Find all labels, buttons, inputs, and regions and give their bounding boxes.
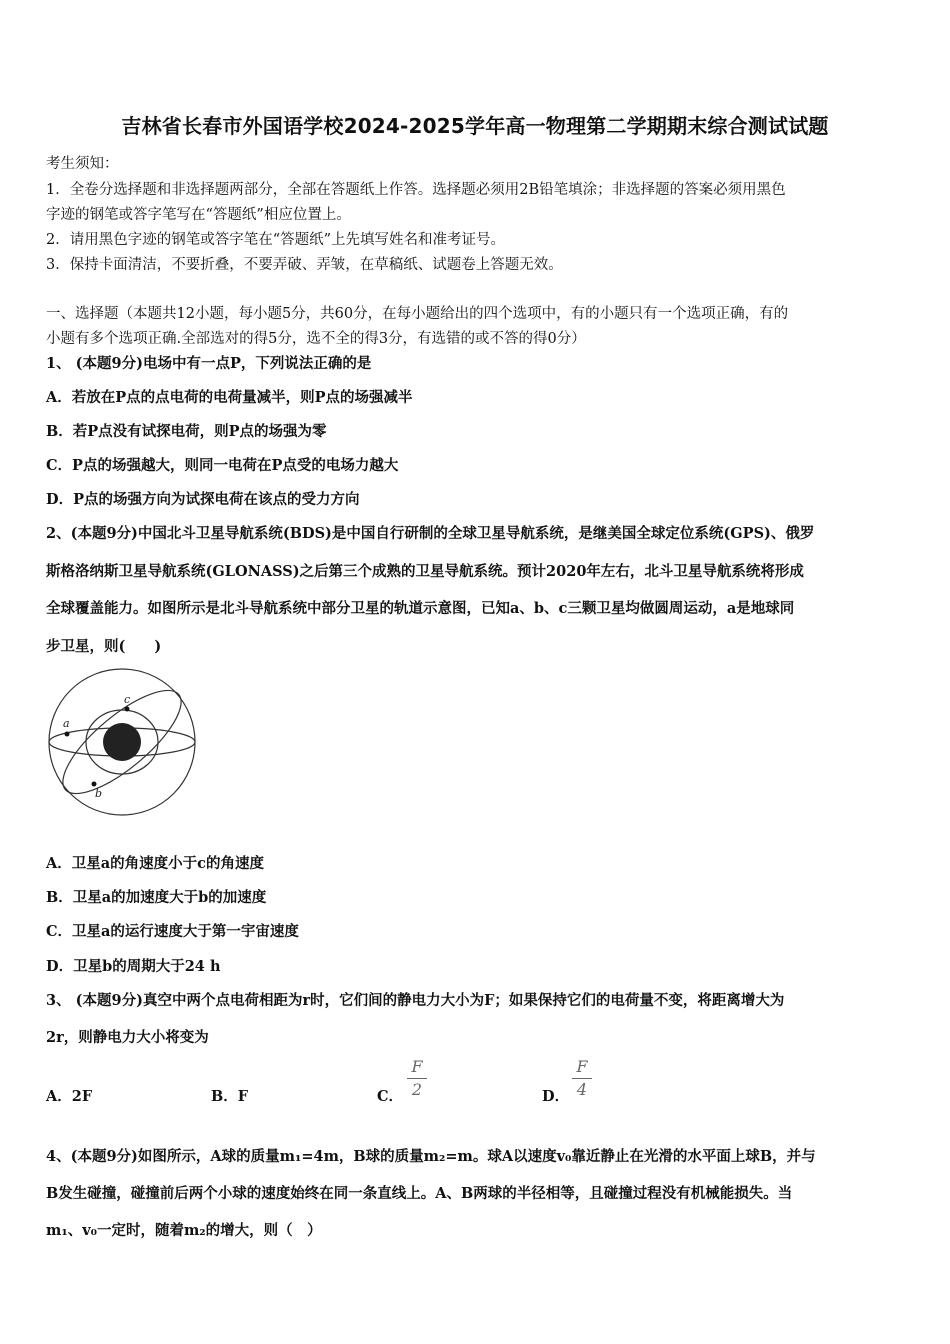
figure-label-b: b (95, 787, 103, 800)
page-title: 吉林省长春市外国语学校2024-2025学年高一物理第二学期期末综合测试试题 (121, 114, 829, 138)
q1-option-b: B．若P点没有试探电荷，则P点的场强为零 (46, 423, 327, 440)
q1-stem: 1、 (本题9分)电场中有一点P，下列说法正确的是 (46, 355, 372, 372)
section-heading-line-1: 一、选择题（本题共12小题，每小题5分，共60分，在每小题给出的四个选项中，有的小题只有一个选项正确，有的 (46, 306, 789, 322)
q3-option-a: A．2F (46, 1088, 93, 1105)
figure-label-c: c (124, 693, 131, 706)
q3-stem-line-2: 2r，则静电力大小将变为 (46, 1029, 209, 1046)
satellite-orbit-figure (44, 664, 204, 824)
notice-item-1: 1．全卷分选择题和非选择题两部分，全部在答题纸上作答。选择题必须用2B铅笔填涂；非选择题的答案必须用黑色 (46, 182, 786, 198)
q2-stem-line-1: 2、(本题9分)中国北斗卫星导航系统(BDS)是中国自行研制的全球卫星导航系统，是继美国全球定位系统(GPS)、俄罗 (46, 525, 815, 542)
q2-option-c: C．卫星a的运行速度大于第一宇宙速度 (46, 923, 299, 940)
q2-option-a: A．卫星a的角速度小于c的角速度 (46, 855, 264, 872)
notice-item-2: 2．请用黑色字迹的钢笔或答字笔在“答题纸”上先填写姓名和准考证号。 (46, 232, 506, 248)
q2-stem-line-2: 斯格洛纳斯卫星导航系统(GLONASS)之后第三个成熟的卫星导航系统。预计2020年左右，北斗卫星导航系统将形成 (46, 563, 804, 580)
q2-stem-line-3: 全球覆盖能力。如图所示是北斗导航系统中部分卫星的轨道示意图，已知a、b、c三颗卫星均做圆周运动，a是地球同 (46, 600, 795, 617)
q3-option-c-numerator: F (411, 1057, 423, 1076)
notice-item-3: 3．保持卡面清洁，不要折叠，不要弄破、弄皱，在草稿纸、试题卷上答题无效。 (46, 257, 563, 273)
notice-item-1-cont: 字迹的钢笔或答字笔写在“答题纸”相应位置上。 (46, 207, 351, 223)
q3-option-d-numerator: F (576, 1057, 588, 1076)
q3-option-d-label: D． (542, 1088, 570, 1105)
q2-option-d: D．卫星b的周期大于24 h (46, 958, 221, 975)
notice-heading: 考生须知： (46, 156, 119, 172)
q4-stem-line-3: m₁、v₀一定时，随着m₂的增大，则（ ） (46, 1222, 322, 1239)
q1-option-c: C．P点的场强越大，则同一电荷在P点受的电场力越大 (46, 457, 399, 474)
q3-option-c-denominator: 2 (411, 1080, 423, 1099)
q3-option-c-label: C． (377, 1088, 404, 1105)
section-heading-line-2: 小题有多个选项正确.全部选对的得5分，选不全的得3分，有选错的或不答的得0分） (46, 331, 586, 347)
q3-option-b: B．F (211, 1088, 249, 1105)
q3-stem-line-1: 3、 (本题9分)真空中两个点电荷相距为r时，它们间的静电力大小为F；如果保持它们的电荷量不变，将距离增大为 (46, 992, 785, 1009)
q3-option-c-fraction (407, 1058, 427, 1099)
figure-label-a: a (63, 717, 70, 730)
q3-option-d-denominator: 4 (576, 1080, 588, 1099)
q1-option-a: A．若放在P点的点电荷的电荷量减半，则P点的场强减半 (46, 389, 413, 406)
q2-option-b: B．卫星a的加速度大于b的加速度 (46, 889, 267, 906)
q4-stem-line-1: 4、(本题9分)如图所示，A球的质量m₁=4m，B球的质量m₂=m。球A以速度v₀靠近静止在光滑的水平面上球B，并与 (46, 1148, 816, 1165)
q4-stem-line-2: B发生碰撞，碰撞前后两个小球的速度始终在同一条直线上。A、B两球的半径相等，且碰撞过程没有机械能损失。当 (46, 1185, 793, 1202)
q1-option-d: D．P点的场强方向为试探电荷在该点的受力方向 (46, 491, 360, 508)
q2-stem-line-4: 步卫星，则( ) (46, 638, 162, 655)
q3-option-d-fraction (572, 1058, 592, 1099)
